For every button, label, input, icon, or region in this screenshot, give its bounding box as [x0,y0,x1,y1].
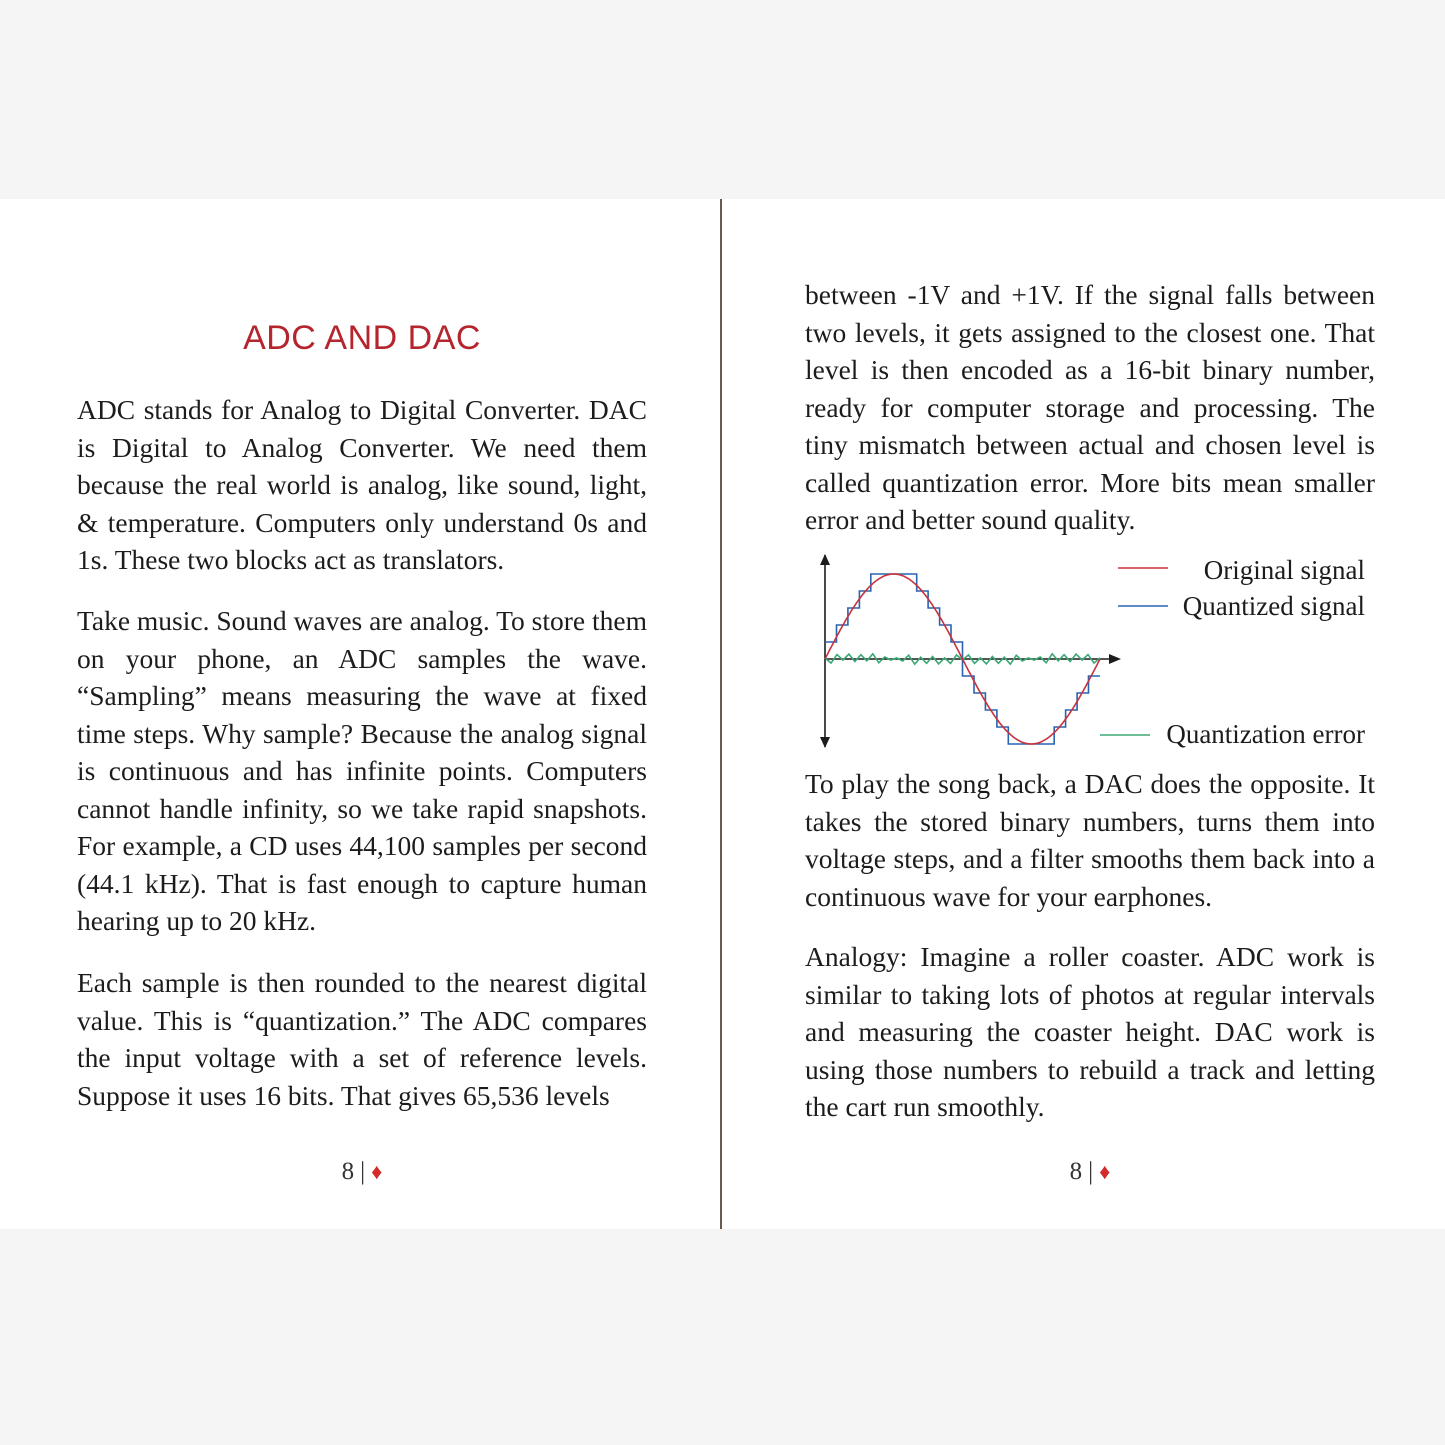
folio-separator: | [1088,1158,1094,1185]
legend-quantized-label: Quantized signal [1182,591,1365,621]
y-axis-arrow-down [820,737,830,748]
page-number-right [805,1158,1375,1186]
right-page [805,199,1375,1229]
legend-error-label: Quantization error [1166,719,1365,749]
paragraph-analogy: Analogy: Imagine a roller coaster. ADC work is similar to taking lots of photos at regular intervals and measuring the coaster height. DAC work is using those numbers to rebuild a track and letting the cart run smoothly. [805,941,1375,1122]
page-number: 8 [341,1158,355,1185]
paragraph-quantization: Each sample is then rounded to the nearest digital value. This is “quantization.” The ADC compares the input voltage with a set of reference levels. Suppose it uses 16 bits. That gives 65,536 levels [77,967,647,1111]
legend-original-label: Original signal [1203,555,1365,585]
quantization-figure [805,551,1375,761]
left-page [77,199,647,1229]
page-gutter [720,199,722,1229]
page-number-left [77,1158,647,1186]
paragraph-levels: between -1V and +1V. If the signal falls between two levels, it gets assigned to the closest one. That level is then encoded as a 16-bit binary number, ready for computer storage and processing. The tiny mismatch between actual and chosen level is called quantization error. More bits mean smaller error and better sound quality. [805,279,1375,535]
diamond-icon: ♦ [371,1159,383,1184]
paragraph-intro: ADC stands for Analog to Digital Converter. DAC is Digital to Analog Converter. We need them because the real world is analog, like sound, light, & temperature. Computers only understand 0s and 1s. These two blocks act as translators. [77,394,647,575]
folio-separator: | [360,1158,366,1185]
y-axis-arrow-up [820,554,830,565]
diagram-axes [820,554,1121,748]
x-axis-arrow [1109,654,1121,664]
paragraph-dac: To play the song back, a DAC does the opposite. It takes the stored binary numbers, turns them into voltage steps, and a filter smooths them back into a continuous wave for your earphones. [805,768,1375,912]
diamond-icon: ♦ [1099,1159,1111,1184]
paragraph-sampling: Take music. Sound waves are analog. To store them on your phone, an ADC samples the wave. “Sampling” means measuring the wave at fixed time steps. Why sample? Because the analog signal is continuous and has infinite points. Computers cannot handle infinity, so we take rapid snapshots. For example, a CD uses 44,100 samples per second (44.1 kHz). That is fast enough to capture human hearing up to 20 kHz. [77,605,647,936]
page-title: ADC AND DAC [243,319,481,357]
page-number: 8 [1069,1158,1083,1185]
book-spread [0,199,1445,1229]
